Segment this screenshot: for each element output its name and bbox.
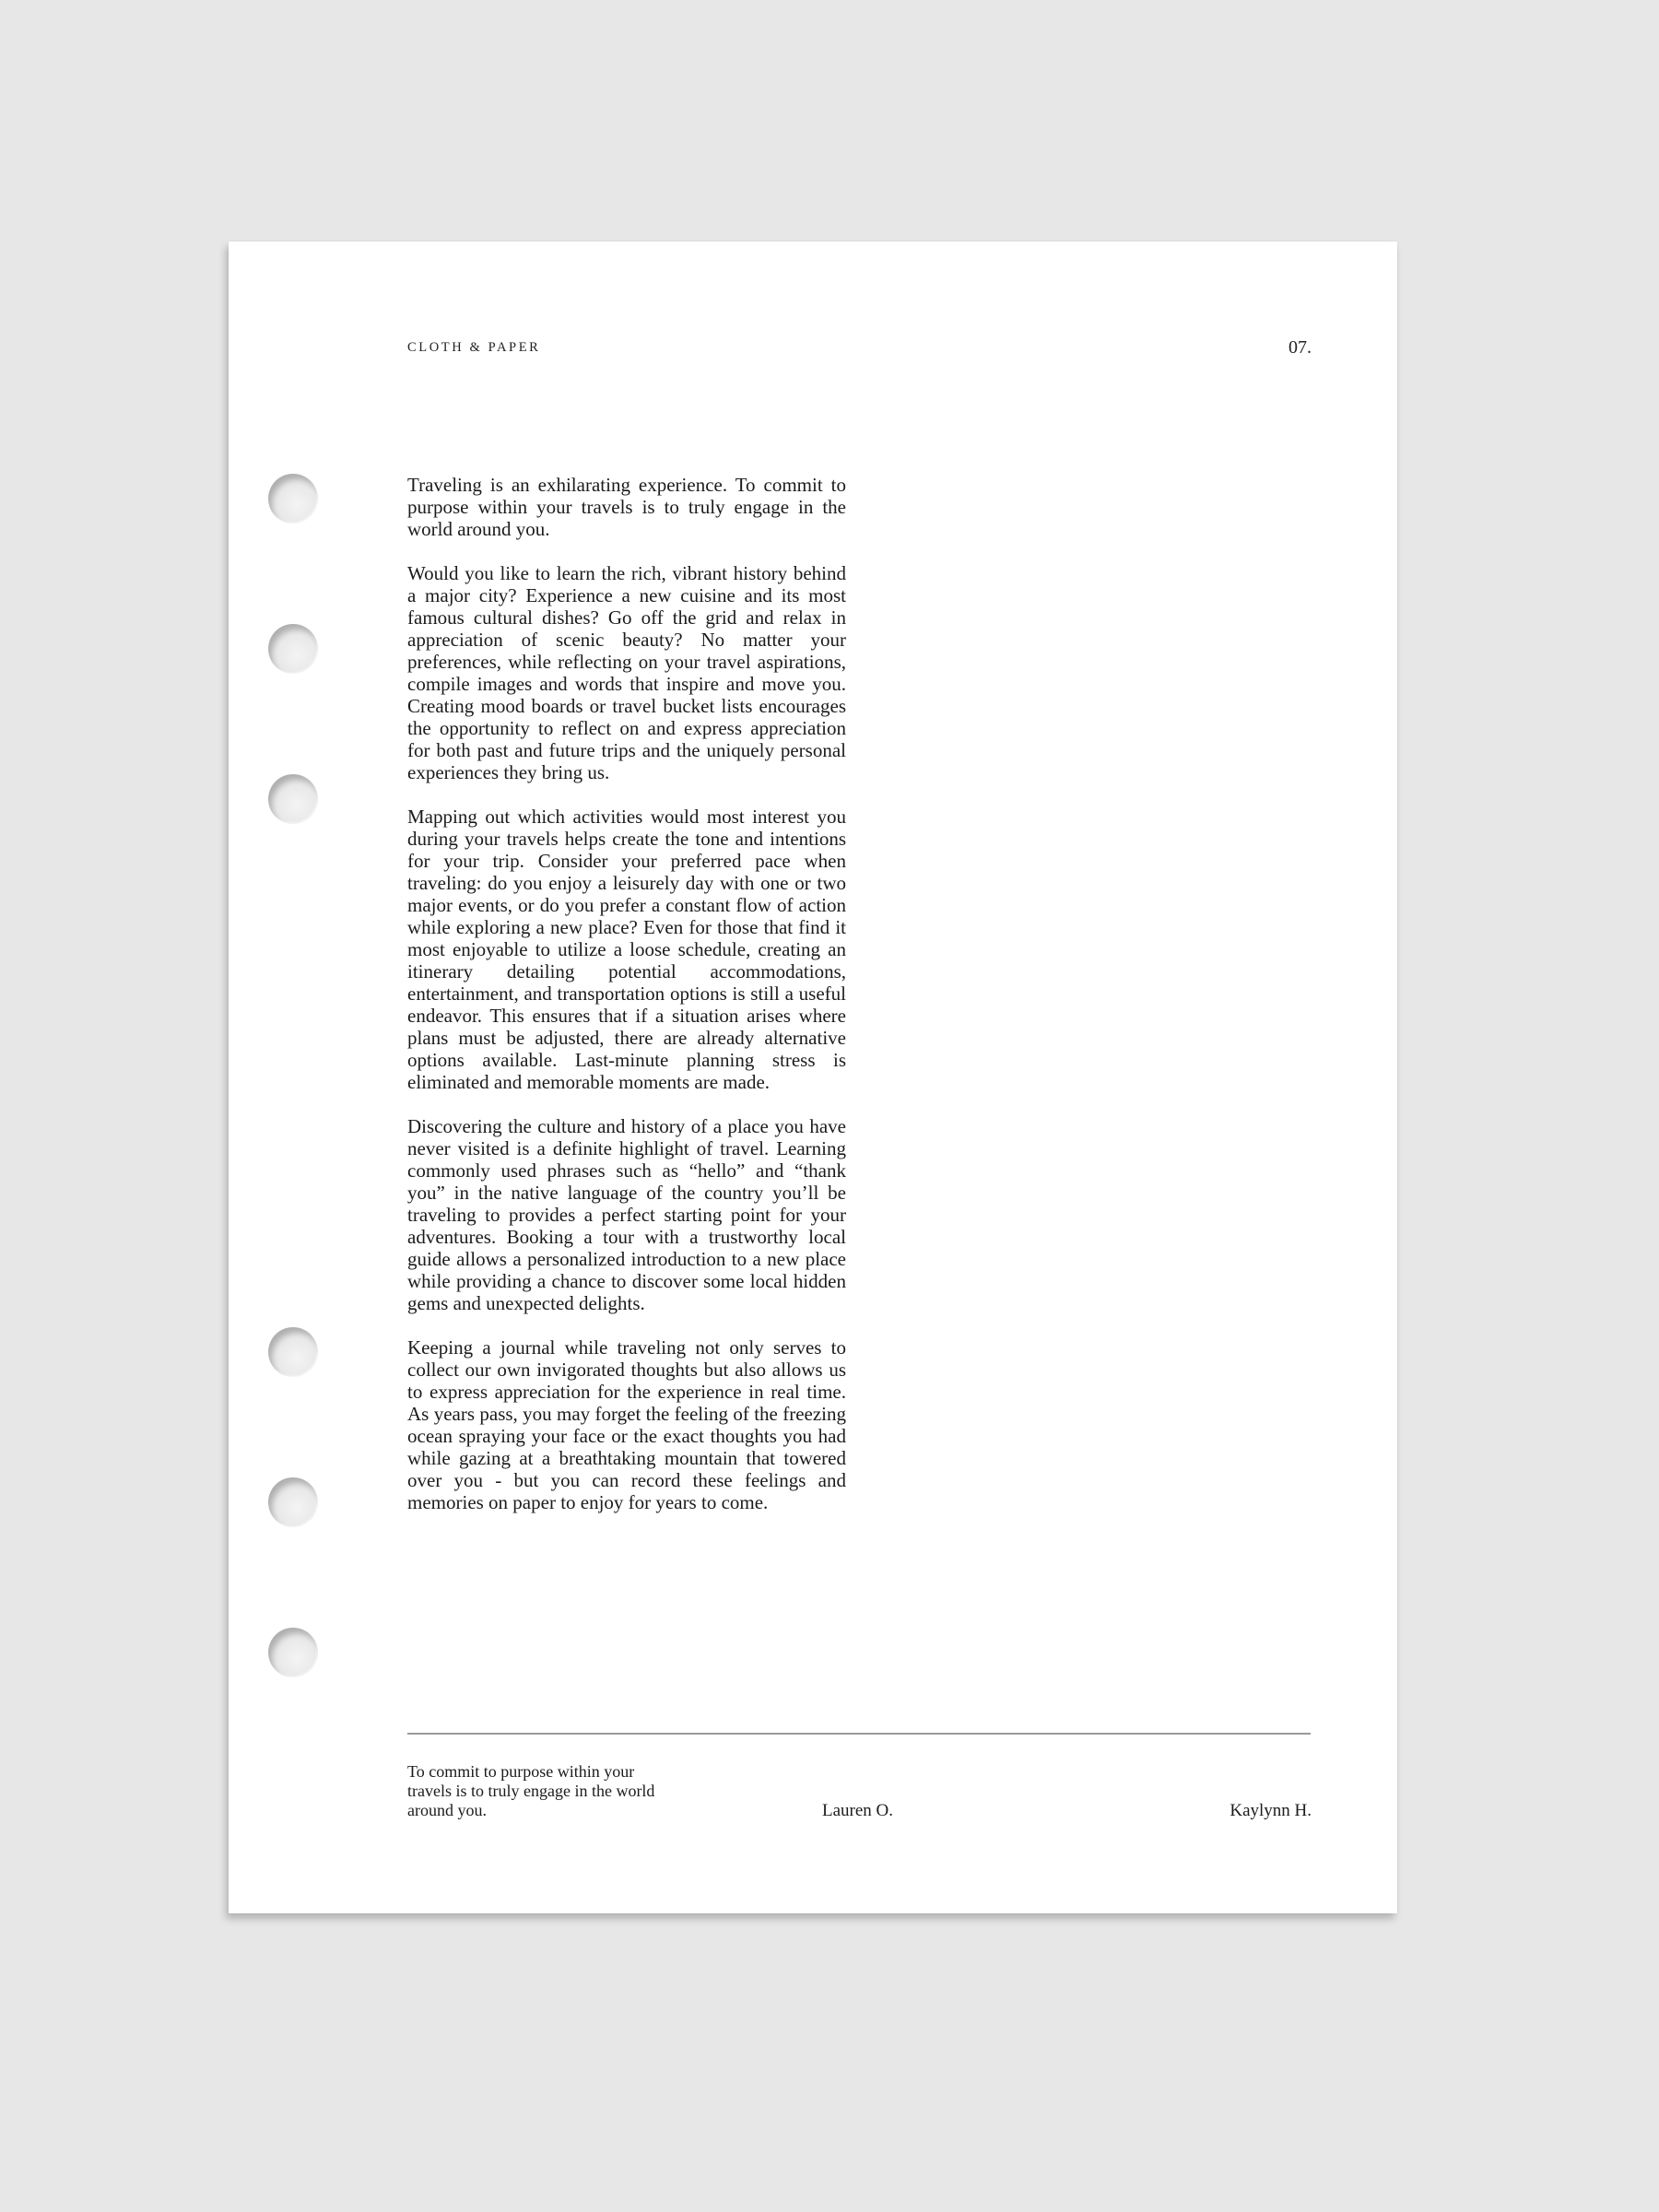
planner-page xyxy=(229,241,1397,1913)
brand-header: CLOTH & PAPER xyxy=(407,340,541,355)
paragraph: Traveling is an exhilarating experience. To commit to purpose within your travels is to truly engage in the world around you. xyxy=(407,474,846,540)
footer-divider xyxy=(407,1733,1311,1735)
paragraph: Discovering the culture and history of a place you have never visited is a definite highlight of travel. Learning commonly used phrases such as “hello” and “thank you” in the native language of the country you’ll be traveling to provides a perfect starting point for your adventures. Booking a tour with a trustworthy local guide allows a personalized introduction to a new place while providing a chance to discover some local hidden gems and unexpected delights. xyxy=(407,1115,846,1314)
punch-hole xyxy=(268,1628,318,1677)
article-body xyxy=(407,474,846,1535)
punch-hole xyxy=(268,624,318,674)
footer-quote: To commit to purpose within your travels is to truly engage in the world around you. xyxy=(407,1762,655,1819)
author-credit: Lauren O. xyxy=(822,1801,894,1820)
page-number: 07. xyxy=(1288,337,1312,358)
author-credit: Kaylynn H. xyxy=(1230,1801,1312,1820)
punch-hole xyxy=(268,1327,318,1377)
punch-hole xyxy=(268,774,318,824)
paragraph: Keeping a journal while traveling not only serves to collect our own invigorated thoughts but also allows us to express appreciation for the experience in real time. As years pass, you may forget the feeling of the freezing ocean spraying your face or the exact thoughts you had while gazing at a breathtaking mountain that towered over you - but you can record these feelings and memories on paper to enjoy for years to come. xyxy=(407,1336,846,1513)
punch-hole xyxy=(268,1477,318,1527)
paragraph: Would you like to learn the rich, vibrant history behind a major city? Experience a new cuisine and its most famous cultural dishes? Go off the grid and relax in appreciation of scenic beauty? No matter your preferences, while reflecting on your travel aspirations, compile images and words that inspire and move you. Creating mood boards or travel bucket lists encourages the opportunity to reflect on and express appreciation for both past and future trips and the uniquely personal experiences they bring us. xyxy=(407,562,846,783)
paragraph: Mapping out which activities would most interest you during your travels helps create the tone and intentions for your trip. Consider your preferred pace when traveling: do you enjoy a leisurely day with one or two major events, or do you prefer a constant flow of action while exploring a new place? Even for those that find it most enjoyable to utilize a loose schedule, creating an itinerary detailing potential accommodations, entertainment, and transportation options is still a useful endeavor. This ensures that if a situation arises where plans must be adjusted, there are already alternative options available. Last-minute planning stress is eliminated and memorable moments are made. xyxy=(407,806,846,1093)
punch-hole xyxy=(268,474,318,524)
